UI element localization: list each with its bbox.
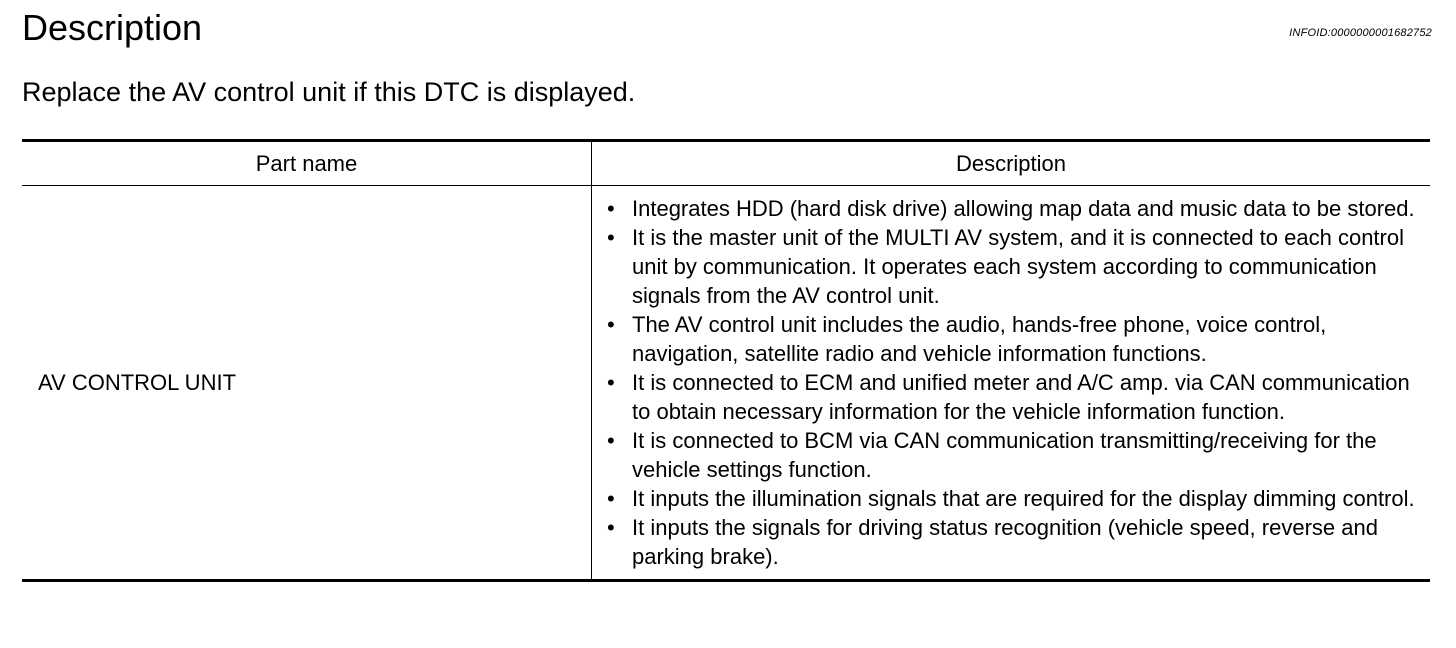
list-item-text: It is connected to BCM via CAN communication transmitting/receiving for the vehicle settings function. bbox=[632, 428, 1377, 482]
header-part-name: Part name bbox=[22, 141, 592, 186]
info-id: INFOID:0000000001682752 bbox=[1289, 27, 1432, 39]
intro-text: Replace the AV control unit if this DTC is displayed. bbox=[22, 77, 636, 107]
part-description-table bbox=[22, 139, 1430, 582]
list-item-text: It is the master unit of the MULTI AV system, and it is connected to each control unit by communication. It operates each system according to communication signals from the AV control unit. bbox=[632, 225, 1404, 308]
list-item bbox=[606, 426, 1422, 484]
bullet-icon: • bbox=[607, 312, 615, 337]
list-item-text: The AV control unit includes the audio, hands-free phone, voice control, navigation, satellite radio and vehicle information functions. bbox=[632, 312, 1327, 366]
bullet-icon: • bbox=[607, 370, 615, 395]
list-item bbox=[606, 484, 1422, 513]
list-item bbox=[606, 310, 1422, 368]
description-list bbox=[606, 194, 1422, 571]
list-item-text: It inputs the illumination signals that are required for the display dimming control. bbox=[632, 486, 1415, 511]
header-description: Description bbox=[592, 141, 1431, 186]
bullet-icon: • bbox=[607, 225, 615, 250]
list-item bbox=[606, 513, 1422, 571]
description-cell bbox=[592, 186, 1431, 581]
table-row bbox=[22, 186, 1430, 581]
table-header-row bbox=[22, 141, 1430, 186]
bullet-icon: • bbox=[607, 428, 615, 453]
list-item-text: It inputs the signals for driving status recognition (vehicle speed, reverse and parking brake). bbox=[632, 515, 1378, 569]
list-item bbox=[606, 194, 1422, 223]
bullet-icon: • bbox=[607, 196, 615, 221]
list-item-text: Integrates HDD (hard disk drive) allowing map data and music data to be stored. bbox=[632, 196, 1415, 221]
list-item-text: It is connected to ECM and unified meter and A/C amp. via CAN communication to obtain necessary information for the vehicle information function. bbox=[632, 370, 1410, 424]
bullet-icon: • bbox=[607, 486, 615, 511]
list-item bbox=[606, 223, 1422, 310]
bullet-icon: • bbox=[607, 515, 615, 540]
page-title: Description bbox=[22, 7, 203, 48]
part-name-cell: AV CONTROL UNIT bbox=[22, 186, 592, 581]
list-item bbox=[606, 368, 1422, 426]
